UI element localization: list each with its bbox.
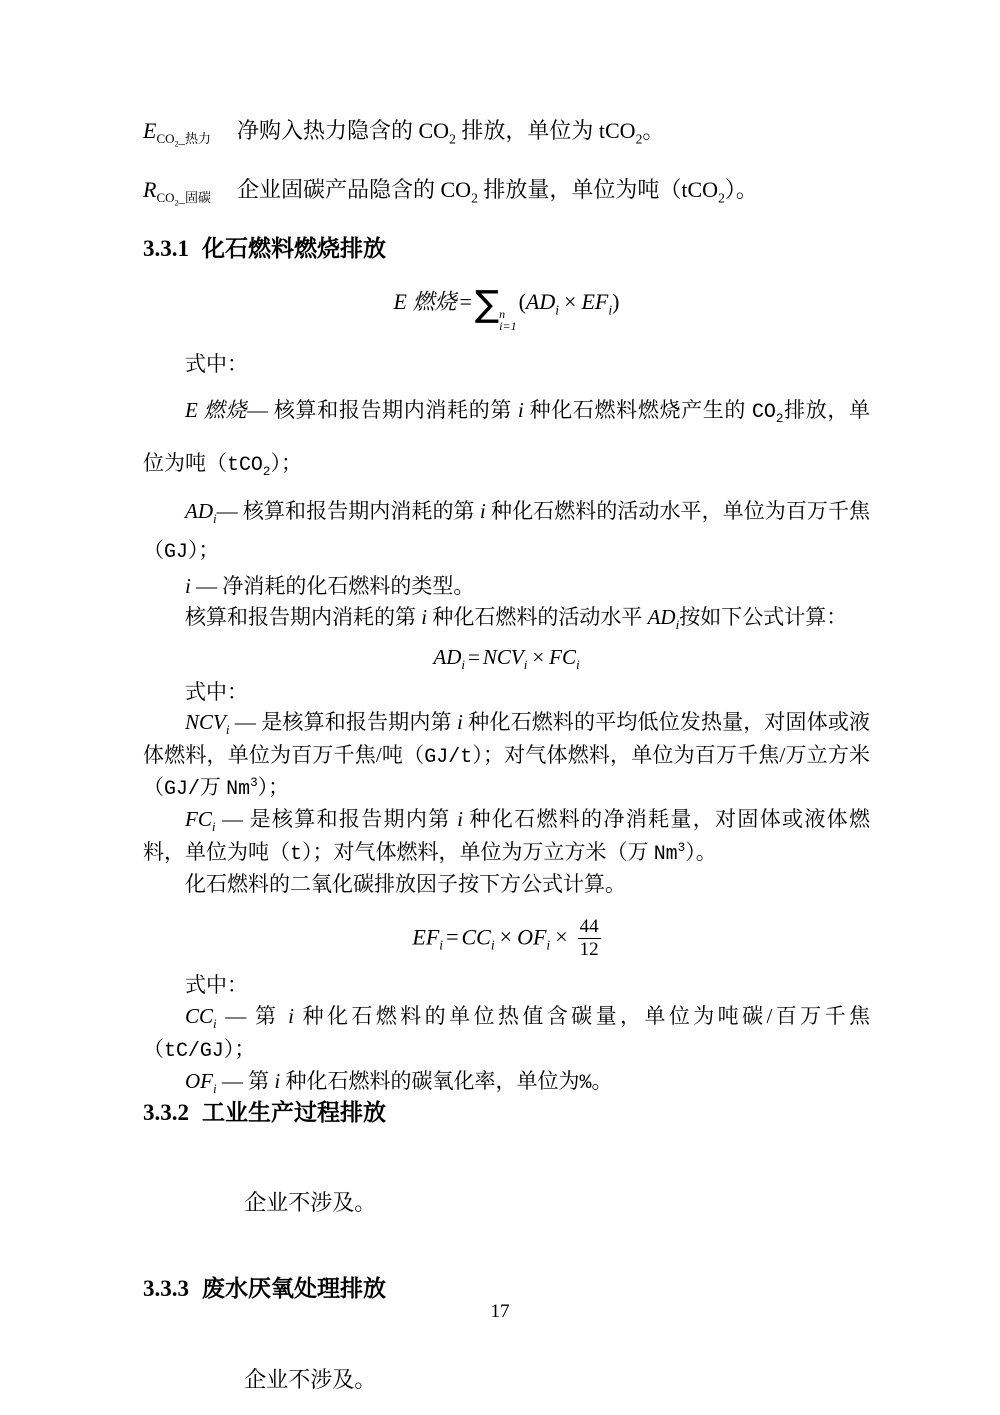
text-segment: 2: [471, 190, 478, 206]
text-segment: Nm: [226, 777, 251, 801]
text-segment: i: [213, 1015, 217, 1031]
text-segment: i: [213, 1080, 217, 1096]
var-ef: EF: [581, 288, 609, 314]
heading-number: 3.3.2: [143, 1099, 189, 1125]
text-segment: 3: [250, 776, 258, 791]
var-ef: EF: [412, 923, 440, 949]
var-of-subscript: i: [546, 937, 551, 953]
open-paren: (: [518, 288, 526, 314]
text-segment: 2: [718, 190, 725, 206]
text-segment: 3: [677, 841, 686, 856]
formula-emission-factor: [143, 916, 870, 963]
page-number: 17: [490, 1301, 510, 1322]
var-cc-subscript: i: [490, 937, 495, 953]
text-segment: ）；对气体燃料，单位为百万千焦/万立方米（: [143, 743, 870, 800]
text-segment: i: [274, 1068, 281, 1093]
text-segment: — 是核算和报告期内第: [215, 807, 458, 832]
symbol-letter: R: [143, 177, 157, 203]
formula-lhs: E 燃烧: [393, 288, 457, 314]
text-segment: i: [421, 604, 428, 629]
text-segment: OF: [185, 1068, 213, 1093]
text-segment: i: [213, 511, 217, 527]
text-segment: 2: [174, 139, 179, 149]
symbol-subscript: [156, 190, 212, 209]
text-segment: 种化石燃料的碳氧化率，单位为: [280, 1068, 580, 1093]
paragraph-ad: [143, 492, 870, 571]
text-segment: 种化石燃料的平均低位发热量，对固体或液体燃料，单位为百万千焦/吨（: [143, 710, 871, 768]
text-segment: — 核算和报告期内消耗的第: [216, 498, 480, 523]
text-segment: 企业固碳产品隐含的 CO: [237, 177, 472, 203]
text-segment: ）；: [270, 451, 302, 476]
section-heading-3-3-3: [143, 1275, 870, 1303]
text-segment: 化石燃料的二氧化碳排放因子按下方公式计算。: [185, 872, 626, 897]
text-segment: 。: [642, 118, 665, 143]
text-segment: i: [457, 807, 463, 832]
paragraph-shizhong-1: [143, 349, 870, 381]
var-ad: AD: [433, 644, 462, 669]
text-segment: 式中：: [185, 679, 248, 704]
paragraph-e-combustion: [143, 384, 870, 490]
text-segment: 万: [199, 775, 227, 800]
text-segment: CO: [156, 131, 175, 146]
text-segment: 种化石燃料的单位热值含碳量，单位为吨碳/百万千焦（: [143, 1003, 870, 1061]
text-segment: i: [479, 498, 486, 523]
sum-upper-limit: n: [499, 306, 506, 321]
definition-row-e-co2-heat: [143, 116, 870, 150]
var-cc: CC: [461, 923, 491, 949]
text-segment: 2: [775, 412, 784, 427]
text-segment: CC: [185, 1003, 214, 1028]
text-segment: — 是核算和报告期内第: [229, 710, 458, 735]
paragraph-of: [143, 1066, 870, 1099]
var-ef-subscript: i: [439, 937, 444, 953]
text-segment: 种化石燃料的活动水平，单位为百万千焦（: [143, 498, 871, 563]
section-heading-3-3-1: [143, 235, 870, 263]
text-segment: 式中：: [185, 973, 248, 998]
symbol-e-co2-heat: [143, 116, 237, 150]
paragraph-ncv: [143, 707, 870, 804]
text-segment: GJ/t: [424, 745, 473, 769]
text-segment: ）；: [187, 538, 220, 563]
text-segment: 2: [635, 131, 643, 147]
text-segment: _固碳: [178, 190, 212, 206]
text-segment: i: [211, 819, 216, 835]
not-involved-text: 企业不涉及。: [244, 1366, 377, 1392]
paragraph-shizhong-3: [143, 970, 870, 1000]
text-segment: tCO: [227, 453, 263, 477]
sum-lower-limit: i=1: [499, 319, 517, 334]
heading-number: 3.3.3: [143, 1276, 189, 1302]
text-segment: i: [225, 722, 230, 738]
text-segment: CO: [751, 400, 776, 424]
text-segment: 2: [174, 199, 179, 209]
equals-sign: =: [446, 923, 459, 949]
text-segment: 净购入热力隐含的 CO: [237, 118, 450, 143]
definition-text: [237, 175, 870, 208]
var-ad: AD: [525, 288, 556, 314]
text-segment: i: [185, 574, 191, 599]
text-segment: 种化石燃料的净消耗量，对固体或液体燃料，单位为吨（: [143, 807, 870, 865]
heading-title: 化石燃料燃烧排放: [202, 235, 386, 261]
close-paren: ): [612, 288, 620, 314]
text-segment: 按如下公式计算：: [679, 604, 848, 629]
text-segment: GJ/: [164, 777, 200, 801]
var-ncv-subscript: i: [523, 656, 528, 672]
var-ncv: NCV: [482, 644, 524, 669]
text-segment: i: [675, 616, 680, 632]
symbol-subscript: [156, 131, 212, 149]
text-segment: Nm: [653, 842, 678, 866]
fraction-44-12: [578, 916, 601, 963]
definition-row-r-co2-fixed: [143, 175, 870, 209]
text-segment: 排放量，单位为吨（tCO: [477, 177, 719, 203]
text-segment: 式中：: [185, 351, 248, 376]
text-segment: 种化石燃料燃烧产生的: [523, 398, 752, 423]
fraction-numerator: 44: [578, 916, 601, 940]
text-segment: 排放，单位为 tCO: [455, 118, 636, 143]
text-segment: i: [457, 710, 463, 735]
sum-limits: [499, 308, 516, 333]
text-segment: — 净消耗的化石燃料的类型。: [190, 574, 475, 599]
times-sign: ×: [532, 644, 545, 669]
heading-number: 3.3.1: [143, 235, 189, 261]
section-heading-3-3-2: [143, 1099, 870, 1127]
text-segment: ）；: [223, 1036, 256, 1061]
symbol-r-co2-fixed: [143, 175, 237, 209]
text-segment: AD: [185, 498, 213, 523]
definition-text: [237, 116, 870, 149]
paragraph-cc: [143, 1001, 870, 1066]
paragraph-i-type: [143, 571, 870, 601]
text-segment: _热力: [178, 131, 212, 146]
text-segment: ）。: [685, 840, 717, 865]
text-segment: NCV: [185, 710, 226, 735]
equals-sign: =: [459, 288, 472, 314]
text-segment: — 第: [216, 1068, 275, 1093]
text-segment: ）。: [724, 177, 758, 203]
paragraph-emission-factor: [143, 869, 870, 899]
text-segment: E 燃烧: [185, 398, 248, 423]
text-segment: 排放，单位为吨（: [143, 398, 871, 476]
times-sign: ×: [564, 288, 577, 314]
text-segment: i: [288, 1003, 294, 1028]
times-sign: ×: [555, 923, 568, 949]
text-segment: — 第: [216, 1003, 289, 1028]
text-segment: tC/GJ: [164, 1038, 224, 1062]
paragraph-activity-calc: [143, 602, 870, 635]
paragraph-fc: [143, 804, 870, 869]
text-segment: ）；: [257, 775, 290, 800]
formula-fossil-fuel-combustion: [143, 285, 870, 333]
text-segment: 核算和报告期内消耗的第: [185, 604, 422, 629]
fraction-denominator: 12: [579, 939, 599, 961]
text-segment: FC: [185, 807, 212, 832]
times-sign: ×: [499, 923, 513, 949]
sum-symbol: ∑: [474, 283, 500, 325]
text-segment: t: [290, 842, 302, 866]
text-segment: 。: [591, 1068, 613, 1093]
equals-sign: =: [468, 644, 480, 669]
var-ad-subscript: i: [461, 656, 465, 672]
symbol-letter: E: [143, 118, 157, 143]
text-segment: 2: [262, 465, 271, 480]
text-segment: — 核算和报告期内消耗的第: [247, 398, 518, 423]
text-segment: ）；对气体燃料，单位为万立方米（万: [301, 840, 654, 865]
var-fc-subscript: i: [576, 656, 580, 672]
var-ad-subscript: i: [555, 301, 560, 317]
heading-title: 工业生产过程排放: [202, 1099, 386, 1125]
text-segment: GJ: [164, 540, 188, 564]
var-fc: FC: [549, 644, 576, 669]
var-of: OF: [517, 923, 547, 949]
var-ef-subscript: i: [608, 301, 613, 317]
text-segment: AD: [647, 604, 676, 629]
text-segment: i: [517, 398, 524, 423]
text-segment: 种化石燃料的活动水平: [427, 604, 648, 629]
heading-title: 废水厌氧处理排放: [202, 1276, 386, 1302]
text-segment: %: [579, 1070, 592, 1094]
text-segment: 2: [449, 131, 456, 147]
not-involved-text: 企业不涉及。: [244, 1190, 377, 1216]
formula-activity-level: [143, 645, 870, 673]
text-segment: CO: [156, 190, 175, 206]
paragraph-shizhong-2: [143, 677, 870, 707]
